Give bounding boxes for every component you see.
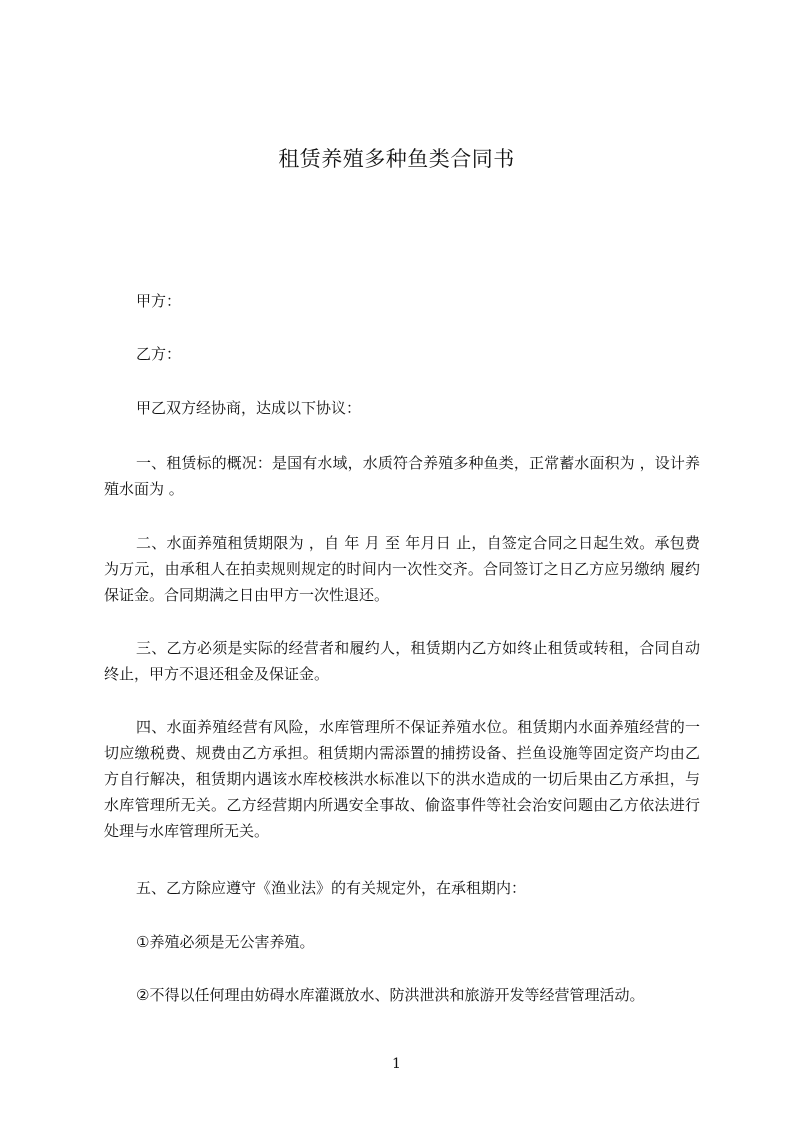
clause-1: 一、租赁标的概况：是国有水域，水质符合养殖多种鱼类，正常蓄水面积为 ，设计养殖水面为 。	[104, 454, 700, 498]
sub-item-2: ②不得以任何理由妨碍水库灌溉放水、防洪泄洪和旅游开发等经营管理活动。	[136, 986, 645, 1004]
party-b-label: 乙方：	[136, 345, 182, 363]
sub-item-1: ①养殖必须是无公害养殖。	[136, 933, 315, 951]
clause-5: 五、乙方除应遵守《渔业法》的有关规定外，在承租期内：	[136, 879, 527, 897]
clause-3: 三、乙方必须是实际的经营者和履约人，租赁期内乙方如终止租赁或转租，合同自动终止，甲方不退还租金及保证金。	[104, 639, 700, 683]
page-number: 1	[392, 1056, 401, 1072]
party-a-label: 甲方：	[136, 292, 182, 310]
clause-4: 四、水面养殖经营有风险，水库管理所不保证养殖水位。租赁期内水面养殖经营的一切应缴税费、规费由乙方承担。租赁期内需添置的捕捞设备、拦鱼设施等固定资产均由乙方自行解决，租赁期内遇该水库校核洪水标准以下的洪水造成的一切后果由乙方承担，与水库管理所无关。乙方经营期内所遇安全事故、偷盗事件等社会治安问题由乙方依法进行处理与水库管理所无关。	[104, 718, 700, 840]
clause-2: 二、水面养殖租赁期限为 ，自 年 月 至 年月日 止，自签定合同之日起生效。承包费为万元，由承租人在拍卖规则规定的时间内一次性交齐。合同签订之日乙方应另缴纳 履约保证金。合同期满之日由甲方一次性退还。	[104, 534, 700, 604]
document-title: 租赁养殖多种鱼类合同书	[278, 147, 515, 171]
preamble: 甲乙双方经协商，达成以下协议：	[136, 399, 362, 417]
